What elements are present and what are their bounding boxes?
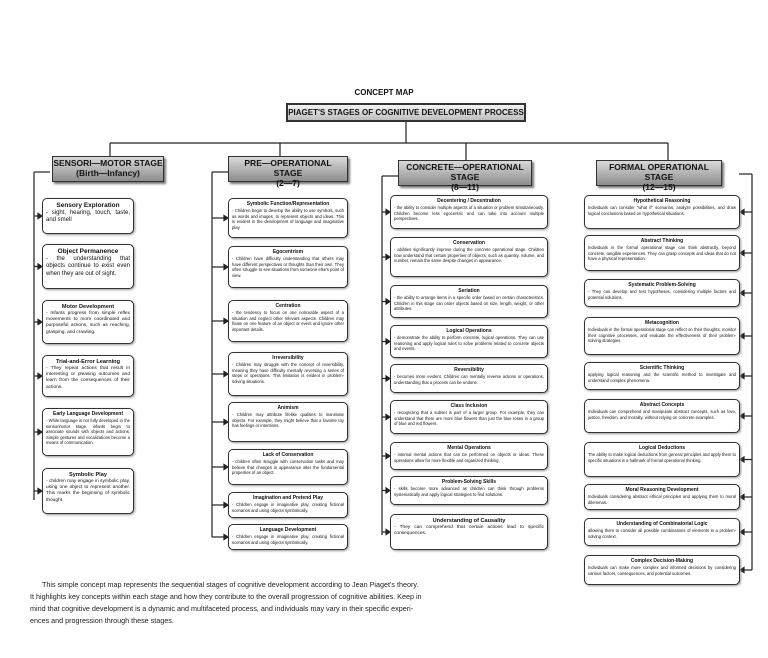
concept-desc: Individuals can consider "what if" scenarios, analyze possibilities, and draw logical conclusions based on hypothetical situations. xyxy=(588,205,736,216)
paragraph-line: ences and progression through these stages. xyxy=(30,616,174,625)
concept-box xyxy=(584,518,740,546)
concept-title: Lack of Conservation xyxy=(262,452,314,458)
concept-desc: - Children begin to develop the ability to use symbols, such as words and images, to represent objects and ideas. This is evident in the development of language and imaginative play. xyxy=(232,208,344,230)
concept-box xyxy=(228,246,348,288)
concept-title: Moral Reasoning Development xyxy=(625,487,699,493)
concept-desc: - the ability to arrange items in a specific order based on certain characteristics. Children in this stage can order objects based on size, length, weight, or other attributes. xyxy=(394,295,544,312)
concept-box xyxy=(42,244,134,289)
concept-title: Understanding of Combinatorial Logic xyxy=(616,521,708,527)
concept-desc: Individuals can make more complex and informed decisions by considering various factors, consequences, and potential outcomes. xyxy=(588,565,736,576)
concept-map-heading: CONCEPT MAP xyxy=(354,88,414,97)
concept-title: Abstract Concepts xyxy=(639,402,685,408)
concept-box xyxy=(584,555,740,585)
concept-title: Scientific Thinking xyxy=(639,365,685,371)
concept-title: Understanding of Causality xyxy=(432,518,506,524)
concept-box xyxy=(390,364,548,393)
concept-desc: Individuals in the formal operational stage can think abstractly, beyond concrete, tangible experiences. They can grasp concepts and ideas that do not have a physical representation. xyxy=(588,245,736,262)
concept-title: Reversibility xyxy=(454,367,484,373)
concept-desc: - Infants progress from simple reflex movements to more coordinated and purposeful actions, such as reaching, grasping, and crawling. xyxy=(46,311,130,335)
paragraph-line: This simple concept map represents the sequential stages of cognitive development according to Jean Piaget's theory. xyxy=(42,580,419,589)
stage-title: CONCRETE—OPERATIONAL STAGE xyxy=(406,162,524,182)
concept-box xyxy=(228,402,348,442)
concept-desc: - demonstrate the ability to perform concrete, logical operations. They can use reasoning and apply logical rules to solve problems related to concrete objects and events. xyxy=(394,335,544,352)
stage-age: (2—7) xyxy=(276,178,300,188)
concept-title: Object Permanence xyxy=(57,248,119,255)
concept-desc: - Children engage in imaginative play, creating fictional scenarios and using objects symbolically. xyxy=(232,534,344,545)
arrowhead xyxy=(740,374,744,379)
concept-box xyxy=(584,399,740,433)
concept-title: Logical Deductions xyxy=(638,445,686,451)
concept-desc: - Children may attribute lifelike qualities to inanimate objects. For example, they might believe that a favorite toy has feelings or intentions. xyxy=(232,412,344,429)
stage-title: SENSORI—MOTOR STAGE xyxy=(53,158,163,168)
concept-box xyxy=(584,279,740,307)
concept-box xyxy=(584,235,740,271)
arrowhead xyxy=(740,251,744,256)
concept-box xyxy=(390,237,548,277)
concept-title: Systematic Problem-Solving xyxy=(628,282,696,288)
concept-box xyxy=(228,492,348,518)
concept-box xyxy=(228,524,348,550)
paragraph-line: It highlights key concepts within each stage and how they contribute to the overall progression of cognitive abilities. Keep in xyxy=(30,592,422,601)
concept-title: Language Development xyxy=(259,527,317,533)
concept-desc: - Children have difficulty understanding that others may have different perspectives or thoughts than their own. They often struggle to see situations from someone else's point of view. xyxy=(232,256,344,278)
concept-desc: - the ability to consider multiple aspects of a situation or problem simultaneously. Children become less egocentric and can take into account multiple perspectives. xyxy=(394,205,544,222)
concept-desc: - internal mental actions that can be performed on objects or ideas. These operations allow for more flexible and organized thinking. xyxy=(394,452,544,463)
arrowhead xyxy=(740,568,744,573)
concept-desc: - They can develop and test hypotheses, considering multiple factors and potential solutions. xyxy=(588,289,736,300)
arrowhead xyxy=(740,530,744,535)
concept-box xyxy=(228,300,348,342)
concept-desc: - the tendency to focus on one noticeable aspect of a situation and neglect other relevant aspects. Children may fixate on one feature of an object or event and ignore other important details. xyxy=(232,310,344,332)
concept-desc: allowing them to consider all possible combinations of elements in a problem-solving context. xyxy=(588,528,736,539)
concept-title: Symbolic Play xyxy=(69,472,107,478)
arrowhead xyxy=(740,495,744,500)
concept-desc: - They repeat actions that result in interesting or pleasing outcomes and learn from the consequences of their actions. xyxy=(46,366,130,390)
stage-title: FORMAL OPERATIONAL STAGE xyxy=(609,162,709,182)
concept-title: Centration xyxy=(275,303,301,309)
arrowhead xyxy=(740,457,744,462)
stage-age: (12—15) xyxy=(642,182,676,192)
concept-title: Imagination and Pretend Play xyxy=(252,495,323,501)
concept-title: Trial-and-Error Learning xyxy=(55,359,121,365)
concept-desc: - They can comprehend that certain actions lead to specific consequences. xyxy=(394,525,544,537)
concept-title: Abstract Thinking xyxy=(640,238,684,244)
stage-formal xyxy=(596,160,722,192)
concept-title: Sensory Exploration xyxy=(56,202,120,209)
concept-box xyxy=(42,300,134,344)
concept-title: Early Language Development xyxy=(52,411,124,417)
concept-box xyxy=(584,484,740,510)
concept-title: Irreversibility xyxy=(272,355,304,361)
concept-box xyxy=(584,317,740,355)
concept-box xyxy=(42,198,134,234)
concept-box xyxy=(584,362,740,390)
concept-desc: Individuals in the formal operational stage can reflect on their thoughts, monitor their cognitive processes, and evaluate the effectiveness of their problem-solving strategies. xyxy=(588,327,736,344)
concept-desc: Individuals considering abstract ethical principles and applying them to moral dilemmas. xyxy=(588,494,736,505)
description-paragraph xyxy=(30,579,450,627)
stage-age: (8—11) xyxy=(451,182,479,192)
concept-desc: - children often struggle with conservation tasks and may believe that changes in appearance alter the fundamental properties of an object. xyxy=(232,459,344,476)
concept-box xyxy=(228,198,348,238)
concept-title: Motor Development xyxy=(61,304,115,310)
concept-desc: - abilities significantly improve during the concrete operational stage. Children now understand that certain properties of objects, such as quantity, volume, and number, remain the same despite changes in appearance. xyxy=(394,247,544,264)
stage-title: PRE—OPERATIONAL STAGE xyxy=(244,158,332,178)
concept-desc: - While language is not fully developed in the sensorimotor stage, infants begin to associate sounds with objects and actions. Simple gestures and vocalizations become a means of communication. xyxy=(46,418,130,446)
concept-desc: - skills become more advanced as children can think through problems systematically and apply logical strategies to find solutions. xyxy=(394,486,544,497)
concept-box xyxy=(390,195,548,229)
concept-box xyxy=(42,468,134,514)
concept-title: Problem-Solving Skills xyxy=(441,479,497,485)
concept-box xyxy=(390,442,548,470)
concept-desc: - recognizing that a subset is part of a larger group. For example, they can understand that there are more blue flowers than just the blue roses in a group of blue and red flowers. xyxy=(394,410,544,427)
stage-sensorimotor xyxy=(52,156,164,182)
concept-desc: The ability to make logical deductions from general principles and apply them to specific situations is a hallmark of formal operational thinking. xyxy=(588,452,736,463)
concept-box xyxy=(228,449,348,485)
concept-title: Seriation xyxy=(458,288,480,294)
concept-box xyxy=(42,355,134,397)
concept-title: Egocentrism xyxy=(272,249,304,255)
arrowhead xyxy=(740,210,744,215)
arrowhead xyxy=(740,414,744,419)
concept-title: Class Inclusion xyxy=(450,403,488,409)
concept-box xyxy=(390,476,548,505)
concept-title: Symbolic Function/Representation xyxy=(246,201,330,207)
concept-box xyxy=(390,400,548,434)
concept-box xyxy=(584,442,740,477)
concept-desc: - children may engage in symbolic play, using one object to represent another. This marks the beginning of symbolic thought. xyxy=(46,479,130,503)
stage-age: (Birth—Infancy) xyxy=(76,168,140,178)
concept-title: Hypothetical Reasoning xyxy=(633,198,691,204)
paragraph-line: mind that cognitive development is a dynamic and multifaceted process, and individuals may vary in their specific experi- xyxy=(30,604,414,613)
concept-box xyxy=(42,408,134,456)
arrowhead xyxy=(740,334,744,339)
concept-box xyxy=(390,514,548,550)
concept-box xyxy=(390,285,548,318)
arrowhead xyxy=(740,291,744,296)
concept-box xyxy=(228,352,348,396)
concept-title: Mental Operations xyxy=(447,445,491,451)
stage-concrete xyxy=(398,160,532,192)
concept-title: Complex Decision-Making xyxy=(630,558,694,564)
concept-desc: - the understanding that objects continue to exist even when they are out of sight. xyxy=(46,256,130,277)
concept-desc: - sight, hearing, touch, taste, and smell xyxy=(46,210,130,224)
concept-desc: - Children may struggle with the concept of reversibility, meaning they have difficulty mentally reversing a series of steps or operations. This limitation is evident in problem-solving situations. xyxy=(232,362,344,384)
root-node: PIAGET'S STAGES OF COGNITIVE DEVELOPMENT PROCESS xyxy=(286,103,526,122)
concept-box xyxy=(390,325,548,358)
concept-desc: Individuals can comprehend and manipulate abstract concepts, such as love, justice, freedom, and morality, without relying on concrete examples. xyxy=(588,409,736,420)
concept-box xyxy=(584,195,740,229)
stage-preoperational xyxy=(228,156,348,188)
concept-title: Logical Operations xyxy=(446,328,492,334)
concept-desc: - becomes more evident. Children can mentally reverse actions or operations, understanding that a process can be undone. xyxy=(394,374,544,385)
concept-desc: applying logical reasoning and the scientific method to investigate and understand complex phenomena. xyxy=(588,372,736,383)
concept-desc: - Children engage in imaginative play, creating fictional scenarios and using objects symbolically. xyxy=(232,502,344,513)
concept-title: Decentering / Decentration xyxy=(437,198,501,204)
concept-title: Conservation xyxy=(453,240,485,246)
concept-title: Metacognition xyxy=(645,320,679,326)
concept-title: Animism xyxy=(277,405,299,411)
